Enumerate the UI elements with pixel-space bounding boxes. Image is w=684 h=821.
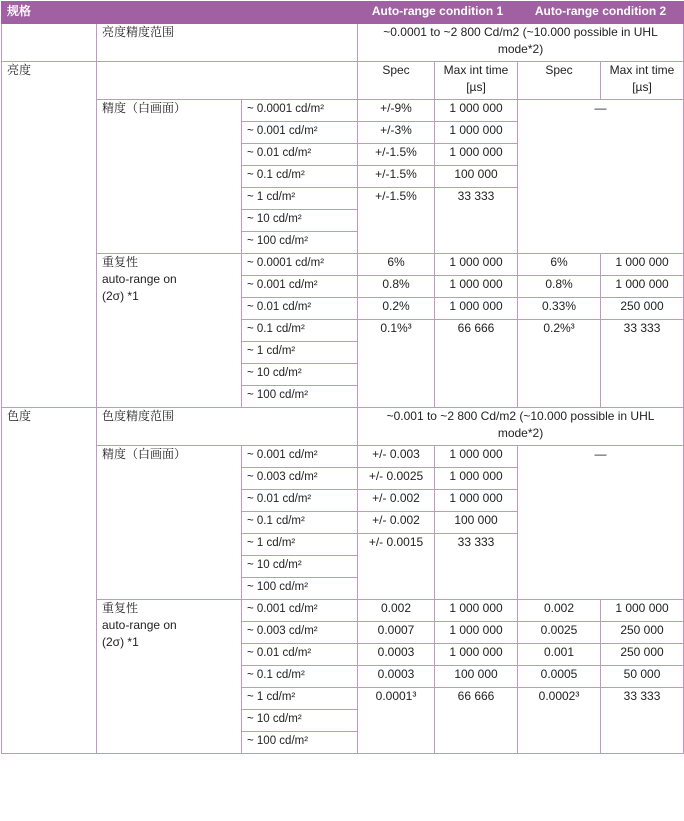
spec2-cell: 0.8% — [518, 276, 601, 298]
range-cell: ~ 0.01 cd/m² — [242, 144, 358, 166]
spec1-cell: +/- 0.002 — [358, 512, 435, 534]
spec1-cell: 0.0003 — [358, 644, 435, 666]
max2-cell: 250 000 — [601, 622, 684, 644]
chroma-repeat-sub2: (2σ) *1 — [102, 635, 139, 649]
chroma-repeat-label — [97, 600, 242, 754]
chroma-range-row — [2, 408, 684, 446]
range-cell: ~ 10 cd/m² — [242, 210, 358, 232]
max2-cell: 1 000 000 — [601, 600, 684, 622]
range-cell: ~ 0.003 cd/m² — [242, 622, 358, 644]
header-row — [2, 2, 684, 24]
spec-table — [1, 1, 684, 754]
max2-cell: 250 000 — [601, 644, 684, 666]
range-cell: ~ 0.1 cd/m² — [242, 512, 358, 534]
spec2-cell: 0.001 — [518, 644, 601, 666]
max1-cell: 1 000 000 — [435, 254, 518, 276]
spec1-cell: 0.002 — [358, 600, 435, 622]
spec1-cell: +/-3% — [358, 122, 435, 144]
range-cell: ~ 0.001 cd/m² — [242, 122, 358, 144]
range-cell: ~ 0.1 cd/m² — [242, 666, 358, 688]
header-cond2: Auto-range condition 2 — [518, 2, 684, 24]
spec2-cell: 0.0005 — [518, 666, 601, 688]
range-cell: ~ 1 cd/m² — [242, 188, 358, 210]
max1-cell: 100 000 — [435, 512, 518, 534]
header-spec: 规格 — [2, 2, 358, 24]
max1-cell: 1 000 000 — [435, 276, 518, 298]
header-cond1: Auto-range condition 1 — [358, 2, 518, 24]
max2-cell: 250 000 — [601, 298, 684, 320]
lum-accuracy-label: 精度（白画面） — [97, 100, 242, 254]
max2-cell: 1 000 000 — [601, 254, 684, 276]
chroma-repeat-sub1: auto-range on — [102, 618, 177, 632]
range-cell: ~ 0.1 cd/m² — [242, 320, 358, 342]
range-cell: ~ 0.0001 cd/m² — [242, 254, 358, 276]
chroma-accuracy-dash: — — [518, 446, 684, 600]
spec1-cell: 0.8% — [358, 276, 435, 298]
spec1-cell: 0.2% — [358, 298, 435, 320]
spec2-cell: 0.33% — [518, 298, 601, 320]
spec2-cell: 6% — [518, 254, 601, 276]
luminance-range-value: ~0.0001 to ~2 800 Cd/m2 (~10.000 possible in UHL mode*2) — [358, 24, 684, 62]
spec1-cell: 0.1%³ — [358, 320, 435, 408]
luminance-range-row — [2, 24, 684, 62]
chroma-range-value: ~0.001 to ~2 800 Cd/m2 (~10.000 possible in UHL mode*2) — [358, 408, 684, 446]
range-cell: ~ 10 cd/m² — [242, 710, 358, 732]
spec1-cell: 6% — [358, 254, 435, 276]
range-cell: ~ 0.1 cd/m² — [242, 166, 358, 188]
range-cell: ~ 10 cd/m² — [242, 556, 358, 578]
col-spec-2: Spec — [518, 62, 601, 100]
table-row — [2, 254, 684, 276]
range-cell: ~ 1 cd/m² — [242, 534, 358, 556]
spec1-cell: +/-1.5% — [358, 166, 435, 188]
max2-cell: 33 333 — [601, 320, 684, 408]
spec1-cell: 0.0007 — [358, 622, 435, 644]
range-cell: ~ 0.001 cd/m² — [242, 446, 358, 468]
spec1-cell: 0.0001³ — [358, 688, 435, 754]
spec1-cell: 0.0003 — [358, 666, 435, 688]
lum-repeat-sub1: auto-range on — [102, 272, 177, 286]
empty-cell — [97, 62, 358, 100]
range-cell: ~ 0.003 cd/m² — [242, 468, 358, 490]
table-row — [2, 446, 684, 468]
spec2-cell: 0.0025 — [518, 622, 601, 644]
chroma-accuracy-label: 精度（白画面） — [97, 446, 242, 600]
range-cell: ~ 0.0001 cd/m² — [242, 100, 358, 122]
table-row — [2, 600, 684, 622]
range-cell: ~ 0.001 cd/m² — [242, 276, 358, 298]
max2-cell: 50 000 — [601, 666, 684, 688]
range-cell: ~ 100 cd/m² — [242, 578, 358, 600]
max1-cell: 1 000 000 — [435, 122, 518, 144]
lum-accuracy-dash: — — [518, 100, 684, 254]
spec2-cell: 0.0002³ — [518, 688, 601, 754]
max1-cell: 1 000 000 — [435, 622, 518, 644]
chroma-label: 色度 — [2, 408, 97, 754]
max1-cell: 1 000 000 — [435, 600, 518, 622]
max1-cell: 1 000 000 — [435, 144, 518, 166]
luminance-label: 亮度 — [2, 62, 97, 408]
range-cell: ~ 10 cd/m² — [242, 364, 358, 386]
max1-cell: 1 000 000 — [435, 490, 518, 512]
max1-cell: 1 000 000 — [435, 298, 518, 320]
spec1-cell: +/- 0.0015 — [358, 534, 435, 600]
spec1-cell: +/-9% — [358, 100, 435, 122]
spec1-cell: +/- 0.0025 — [358, 468, 435, 490]
max1-cell: 66 666 — [435, 688, 518, 754]
range-cell: ~ 0.01 cd/m² — [242, 490, 358, 512]
max1-cell: 33 333 — [435, 534, 518, 600]
spec1-cell: +/-1.5% — [358, 144, 435, 166]
range-cell: ~ 0.01 cd/m² — [242, 298, 358, 320]
spec1-cell: +/-1.5% — [358, 188, 435, 254]
max2-cell: 33 333 — [601, 688, 684, 754]
max1-cell: 100 000 — [435, 166, 518, 188]
max1-cell: 33 333 — [435, 188, 518, 254]
range-cell: ~ 1 cd/m² — [242, 342, 358, 364]
spec2-cell: 0.002 — [518, 600, 601, 622]
max1-cell: 1 000 000 — [435, 100, 518, 122]
max1-cell: 1 000 000 — [435, 446, 518, 468]
range-cell: ~ 100 cd/m² — [242, 732, 358, 754]
spec1-cell: +/- 0.003 — [358, 446, 435, 468]
range-cell: ~ 0.001 cd/m² — [242, 600, 358, 622]
range-cell: ~ 100 cd/m² — [242, 232, 358, 254]
max1-cell: 1 000 000 — [435, 644, 518, 666]
max1-cell: 66 666 — [435, 320, 518, 408]
col-maxint-1: Max int time [µs] — [435, 62, 518, 100]
lum-repeat-title: 重复性 — [102, 255, 139, 269]
range-cell: ~ 100 cd/m² — [242, 386, 358, 408]
col-spec-1: Spec — [358, 62, 435, 100]
max1-cell: 100 000 — [435, 666, 518, 688]
luminance-range-label: 亮度精度范围 — [97, 24, 358, 62]
lum-repeat-sub2: (2σ) *1 — [102, 289, 139, 303]
max1-cell: 1 000 000 — [435, 468, 518, 490]
table-row — [2, 100, 684, 122]
col-maxint-2: Max int time [µs] — [601, 62, 684, 100]
max2-cell: 1 000 000 — [601, 276, 684, 298]
spec2-cell: 0.2%³ — [518, 320, 601, 408]
lum-repeat-label — [97, 254, 242, 408]
chroma-range-label: 色度精度范围 — [97, 408, 358, 446]
luminance-heading-row — [2, 62, 684, 100]
chroma-repeat-title: 重复性 — [102, 601, 139, 615]
spec1-cell: +/- 0.002 — [358, 490, 435, 512]
range-cell: ~ 1 cd/m² — [242, 688, 358, 710]
range-cell: ~ 0.01 cd/m² — [242, 644, 358, 666]
empty-cell — [2, 24, 97, 62]
